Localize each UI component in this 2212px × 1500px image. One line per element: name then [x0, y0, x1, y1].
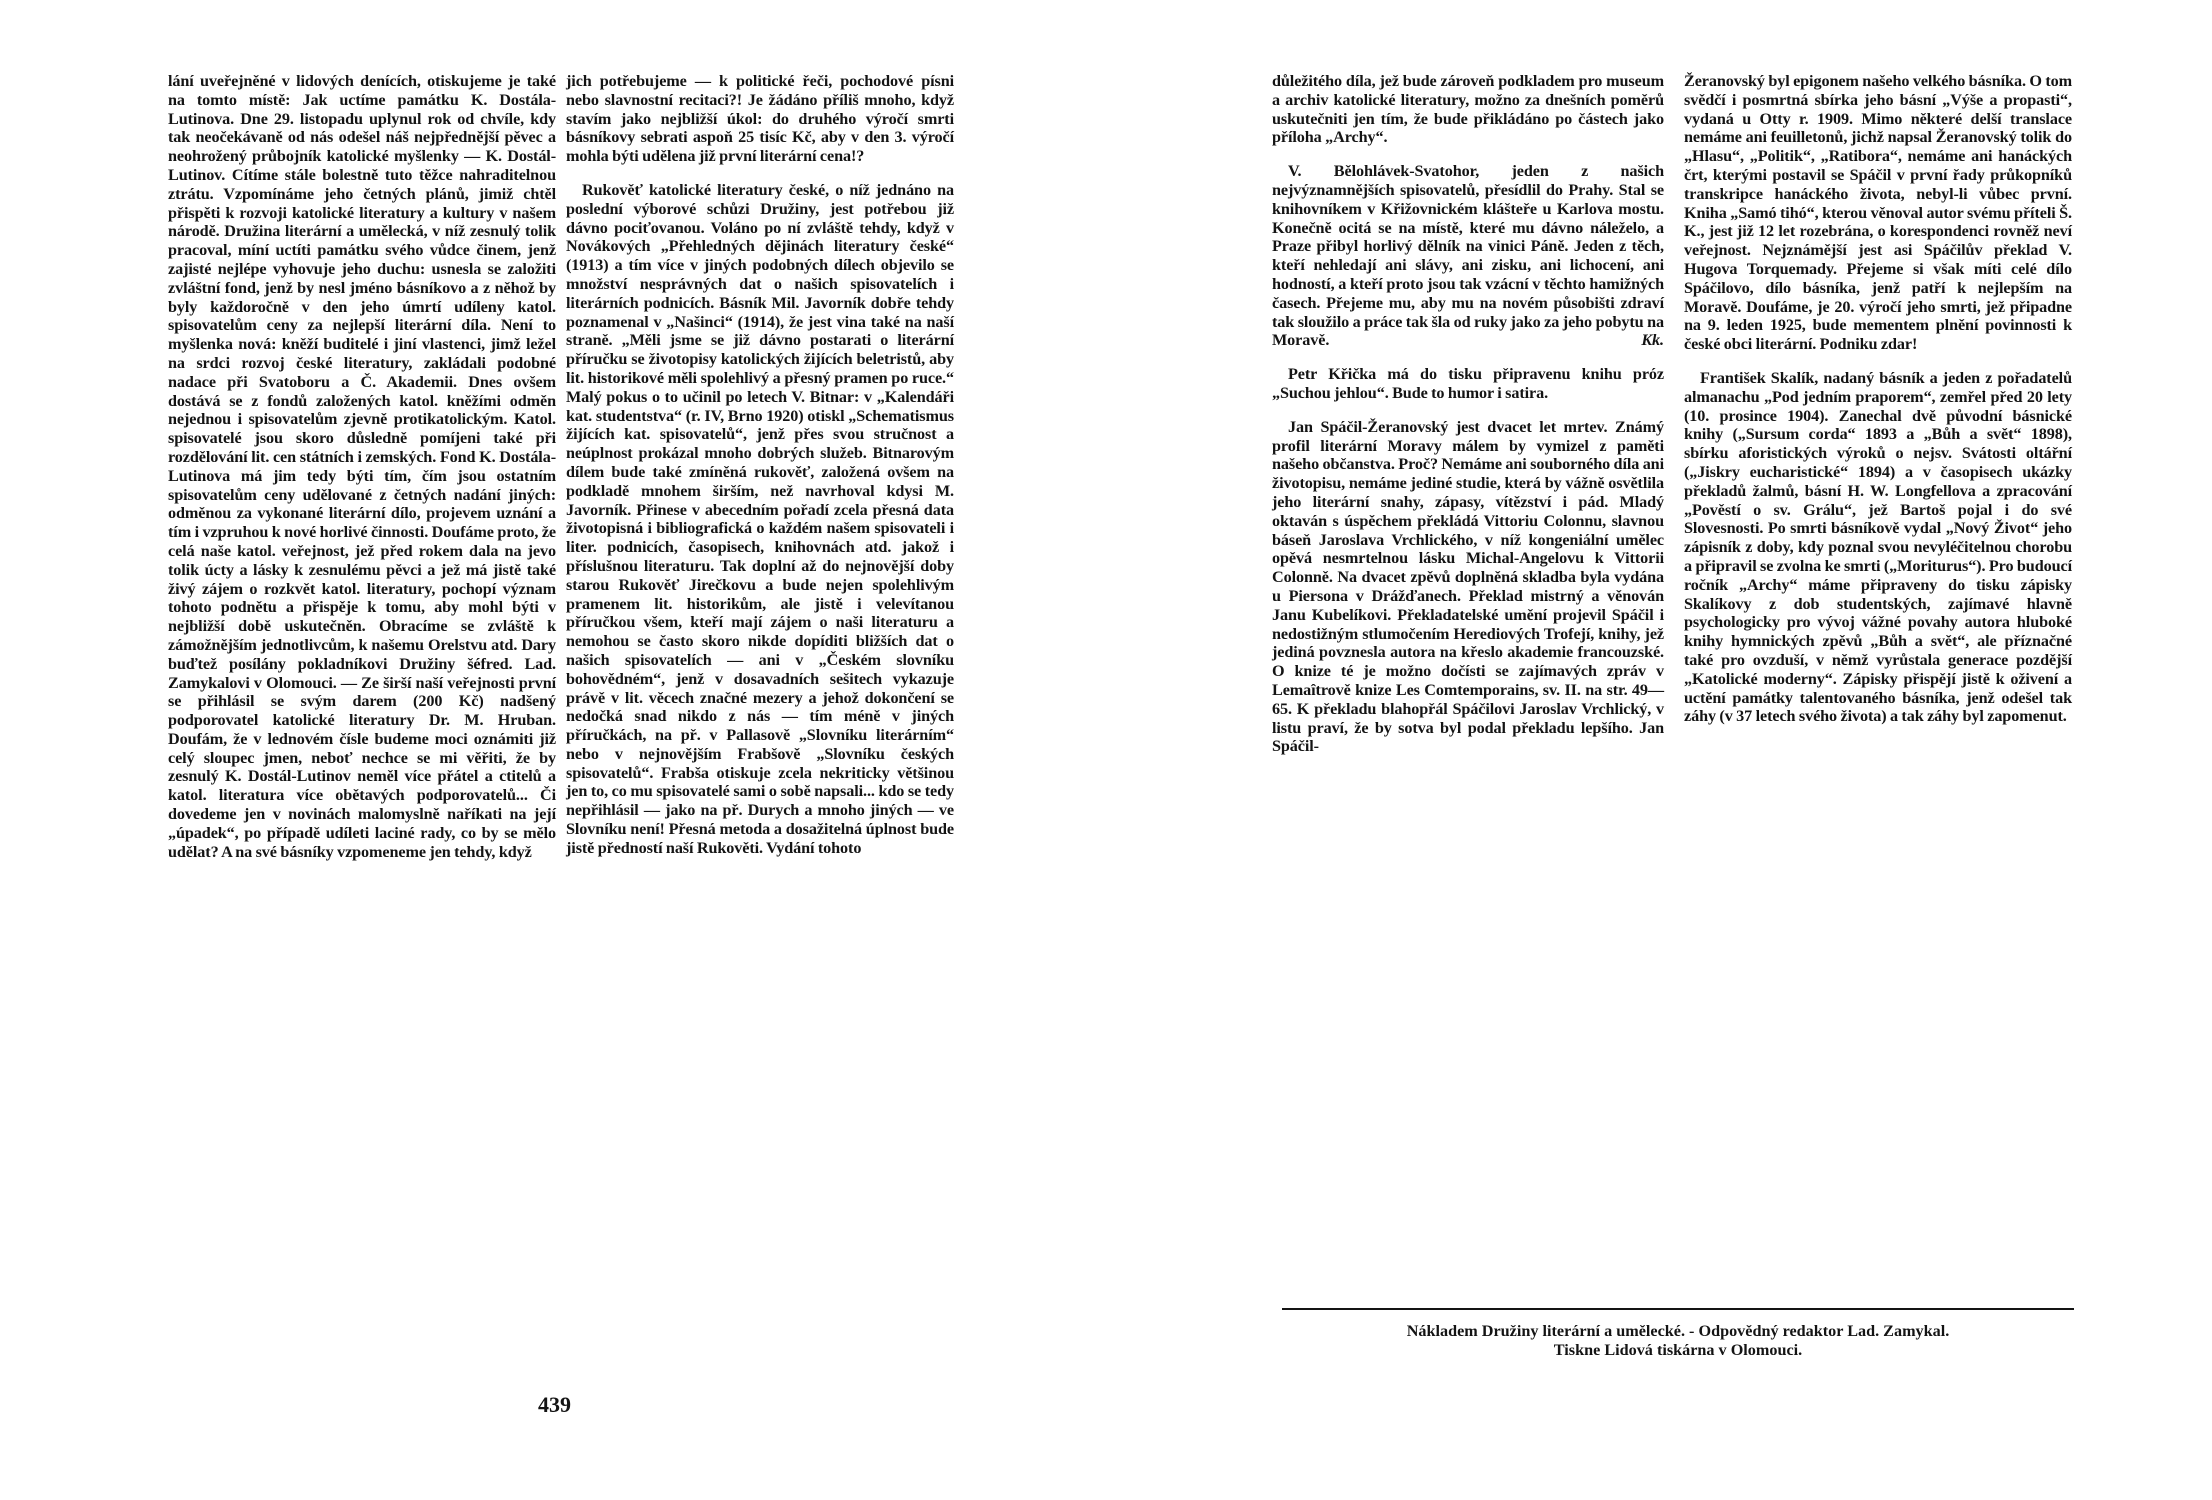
- paragraph-spacil: Jan Spáčil-Žeranovský jest dvacet let mrtev. Známý profil literární Moravy málem by vymizel z paměti našeho občanstva. Proč? Nemáme ani souborného díla ani životopisu, nemáme jediné studie, která by vážně osvětlila jeho literární snahy, zápasy, vítězství i pád. Mladý oktaván s úspěchem překládá Vittoriu Colonnu, slavnou báseň Jaroslava Vrchlického, v níž kongeniální umělec opěvá nesmrtelnou lásku Michal-Angelovu k Vittorii Colonně. Na dvacet zpěvů doplněná skladba byla vydána u Piersona v Drážďanech. Překlad mistrný a věnován Janu Kubelíkovi. Překladatelské umění projevil Spáčil i nedostižným stlumočením Herediových Trofejí, knihy, jež jediná povznesla autora na křeslo akademie francouzské. O knize té je možno dočísti se zajímavých zpráv v Lemaîtrově knize Les Comtemporains, sv. II. na str. 49—65. K překladu blahopřál Spáčilovi Jaroslav Vrchlický, v listu praví, že by sotva byl podal překladu lepšího. Jan Spáčil-: [1272, 417, 1664, 756]
- paragraph-skalik: František Skalík, nadaný básník a jeden z pořadatelů almanachu „Pod jedním praporem“, zemřel před 20 lety (10. prosince 1904). Zanechal dvě původní básnické knihy („Sursum corda“ 1893 a „Bůh a svět“ 1898), sbírku aforistických výroků o nejsv. Svátosti oltářní („Jiskry eucharistické“ 1894) a v časopisech ukázky překladů žalmů, básní H. W. Longfellova a zpracování „Pověstí o sv. Grálu“, jež Bartoš pojal i do své Slovesnosti. Po smrti básníkově vydal „Nový Život“ jeho zápisník z doby, kdy poznal svou nevyléčitelnou chorobu a připravil se zvolna ke smrti („Moriturus“). Pro budoucí ročník „Archy“ máme připraveny do tisku zápisky Skalíkovy z dob studentských, zajímavé hlavně psychologicky pro vývoj vážné povahy autora hluboké knihy hymnických zpěvů „Bůh a svět“, ale příznačné také pro ovzduší, v němž vyrůstala generace pozdější „Katolické moderny“. Zápisky přispějí jistě k oživení a uctění památky talentovaného básníka, jenž odešel tak záhy (v 37 letech svého života) a tak záhy byl zapomenut.: [1684, 368, 2072, 726]
- paragraph-belohlavek: [1272, 162, 1664, 350]
- right-page-column-1: [1272, 72, 1664, 756]
- left-page-column-2: [566, 72, 954, 858]
- paragraph-dostal-lutinov-fund: lání uveřejněné v lidových denících, otiskujeme je také na tomto místě: Jak uctíme památku K. Dostála-Lutinova. Dne 29. listopadu uplynul rok od chvíle, kdy tak neočekávaně od nás odešel náš nejpřednější pěvec a neohrožený průbojník katolické myšlenky — K. Dostál-Lutinov. Cítíme stále bolestně tuto těžce nahraditelnou ztrátu. Vzpomínáme jeho četných plánů, jimiž chtěl přispěti k rozvoji katolické literatury a kultury v našem národě. Družina literární a umělecká, v níž zesnulý tolik pracoval, míní uctíti památku svého vůdce činem, jenž zajisté nejlépe vyhovuje jeho duchu: usnesla se založiti zvláštní fond, jenž by nesl jméno básníkovo a z něhož by byly každoročně v den jeho úmrtí udíleny katol. spisovatelům ceny za nejlepší literární díla. Není to myšlenka nová: kněží buditelé i jiní vlastenci, jimž ležel na srdci rozvoj české literatury, zakládali podobné nadace při Svatoboru a Č. Akademii. Dnes ovšem dostává se z fondů založených katol. kněžími odměn nejednou i spisovatelům zjevně protikatolickým. Katol. spisovatelé jsou skoro důsledně pomíjeni také při rozdělování lit. cen státních i zemských. Fond K. Dostála-Lutinova má jim tedy býti tím, čím jsou ostatním spisovatelům ceny udělované z četných nadání jiných: odměnou za vykonané literární dílo, projevem uznání a tím i vzpruhou k nové horlivé činnosti. Doufáme proto, že celá naše katol. veřejnost, jež před rokem dala na jevo tolik úcty a lásky k zesnulému pěvci a jež má jistě také živý zájem o rozkvět katol. literatury, pochopí význam tohoto podnětu a přispěje k tomu, aby mohl býti v nejbližší době uskutečněn. Obracíme se zvláště k zámožnějším jednotlivcům, k našemu Orelstvu atd. Dary buďtež posílány pokladníkovi Družiny šéfred. Lad. Zamykalovi v Olomouci. — Ze širší naší veřejnosti první se přihlásil se svým darem (200 Kč) nadšený podporovatel katolické literatury Dr. M. Hruban. Doufám, že v lednovém čísle budeme moci oznámiti již celý sloupec jmen, neboť nechce se mi věřiti, že by zesnulý K. Dostál-Lutinov neměl více přátel a ctitelů a katol. literatura více obětavých podporovatelů... Či dovedeme jen v novinách malomyslně naříkati na její „úpadek“, po případě udíleti laciné rady, co by se mělo udělat? A na své básníky vzpomeneme jen tehdy, když: [168, 72, 556, 861]
- imprint-printer: Tiskne Lidová tiskárna v Olomouci.: [1553, 1341, 1803, 1359]
- paragraph-spacil-continuation: Žeranovský byl epigonem našeho velkého básníka. O tom svědčí i posmrtná sbírka jeho básní „Výše a propasti“, vydaná u Otty r. 1909. Mimo některé delší translace nemáme ani feuilletonů, jichž napsal Žeranovský tolik do „Hlasu“, „Politik“, „Ratibora“, nemáme ani hanáckých črt, kterými postavil se Spáčil v první řady průkopníků transkripce hanáckého života, nebyl-li vůbec první. Kniha „Samó tihó“, kterou věnoval autor svému příteli Š. K., jest již 12 let rozebrána, o korespondenci rovněž neví veřejnost. Nejznámější jest asi Spáčilův překlad V. Hugova Torquemady. Přejeme si však míti celé dílo Spáčilovo, dílo básníka, jenž patří k nejlepším na Moravě. Doufáme, je 20. výročí jeho smrti, jež připadne na 9. leden 1925, bude mementem plnění povinnosti k české obci literární. Podniku zdar!: [1684, 72, 2072, 354]
- left-page-column-1: [168, 72, 556, 861]
- paragraph-rukovet: Rukověť katolické literatury české, o níž jednáno na poslední výborové schůzi Družiny, jest potřebou již dávno pociťovanou. Voláno po ní zvláště tehdy, když v Novákových „Přehledných dějinách literatury české“ (1913) a tím více v jiných podobných dílech objevilo se množství nesprávných dat o našich spisovatelích i literárních podnicích. Básník Mil. Javorník dobře tehdy poznamenal v „Našinci“ (1914), že jest vina také na naší straně. „Měli jsme se již dávno postarati o literární příručku se životopisy katolických žijících beletristů, aby lit. historikové měli spolehlivý a přesný pramen po ruce.“ Malý pokus o to učinil po letech V. Bitnar: v „Kalendáři kat. studentstva“ (r. IV, Brno 1920) otiskl „Schematismus žijících kat. spisovatelů“, jenž přes svou stručnost a neúplnost prokázal mnoho dobrých služeb. Bitnarovým dílem bude také zmíněná rukověť, založená ovšem na podkladě mnohem širším, než navrhoval kdysi M. Javorník. Přinese v abecedním pořadí zcela přesná data životopisná i bibliografická o každém našem spisovateli i liter. podnicích, časopisech, knihovnách atd. jakož i příslušnou literaturu. Tak doplní až do nejnovější doby starou Rukověť Jirečkovu a bude nejen spolehlivým pramenem lit. historikům, ale jistě i velevítanou příručkou všem, kteří mají zájem o naši literaturu a nemohou se často skoro nikde dopíditi bližších dat o našich spisovatelích — ani v „Českém slovníku bohovědném“, jenž v dosavadních sešitech vykazuje právě v lit. věcech značné mezery a jehož dokončení se nedočká snad nikdo z nás — tím méně v jiných příručkách, na př. v Pallasově „Slovníku literárním“ nebo v nejnovějším Frabšově „Slovníku českých spisovatelů“. Frabša otiskuje zcela nekriticky většinou jen to, co mu spisovatelé sami o sobě napsali... kdo se tedy nepřihlásil — jako na př. Durych a mnoho jiných — ve Slovníku není! Přesná metoda a dosažitelná úplnost bude jistě předností naší Rukověti. Vydání tohoto: [566, 180, 954, 857]
- paragraph-kricka: Petr Křička má do tisku připravenu knihu próz „Suchou jehlou“. Bude to humor i satira.: [1272, 365, 1664, 402]
- page-number: 439: [538, 1392, 571, 1417]
- paragraph-fund-continuation: jich potřebujeme — k politické řeči, pochodové písni nebo slavnostní recitaci?! Je žádáno příliš mnoho, když stavím jako nejbližší úkol: do druhého výročí smrti básníkovy sebrati aspoň 25 tisíc Kč, aby v den 3. výročí mohla býti udělena již první literární cena!?: [566, 72, 954, 166]
- imprint: [1282, 1322, 2074, 1360]
- right-page-column-2: [1684, 72, 2072, 726]
- imprint-divider: [1282, 1308, 2074, 1310]
- author-signature: Kk.: [1641, 331, 1664, 350]
- paragraph-rukovet-continuation: důležitého díla, jež bude zároveň podkladem pro museum a archiv katolické literatury, možno za dnešních poměrů uskutečniti jen tím, že bude přikládáno po částech jako příloha „Archy“.: [1272, 72, 1664, 147]
- paragraph-belohlavek-text: V. Bělohlávek-Svatohor, jeden z našich nejvýznamnějších spisovatelů, přesídlil do Prahy. Stal se knihovníkem v Křižovnickém klášteře u Karlova mostu. Konečně ocitá se na místě, které mu dávno náleželo, a Praze přibyl horlivý dělník na vinici Páně. Jeden z těch, kteří nehledají ani slávy, ani zisku, ani lichocení, ani hodností, a kteří proto jsou tak vzácní v těchto hamižných časech. Přejeme mu, aby mu na novém působišti zdraví tak sloužilo a práce tak šla od ruky jako za jeho pobytu na Moravě.: [1272, 162, 1664, 350]
- imprint-publisher: Nákladem Družiny literární a umělecké. - Odpovědný redaktor Lad. Zamykal.: [1406, 1322, 1950, 1340]
